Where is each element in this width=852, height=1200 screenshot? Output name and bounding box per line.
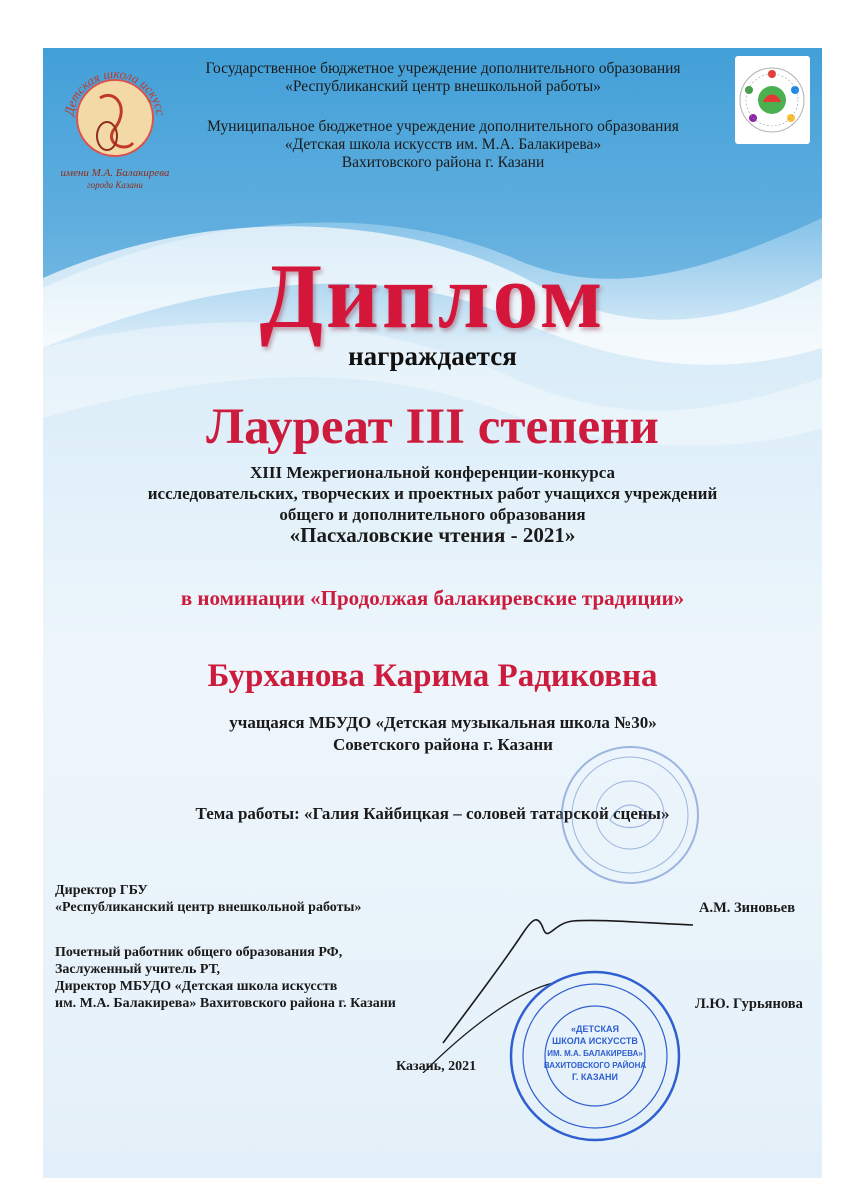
signer-2-line-2: Заслуженный учитель РТ, [55,962,221,977]
organizer-2-line-3: Вахитовского района г. Казани [341,154,545,171]
stamp-top-right [555,740,705,890]
signer-1-line-2: «Республиканский центр внешкольной работы» [55,900,362,915]
stamp-text-4: ВАХИТОВСКОГО РАЙОНА [543,1061,647,1070]
conference-line-2: исследовательских, творческих и проектных работ учащихся учреждений [147,484,718,503]
conference-description [63,462,802,546]
stamp-bottom-center [505,966,685,1146]
signer-2-line-4: им. М.А. Балакирева» Вахитовского района г. Казани [55,996,396,1011]
conference-line-3: общего и дополнительного образования [279,505,586,524]
school-logo [55,58,175,193]
stamp-text-2: ШКОЛА ИСКУССТВ [552,1036,638,1046]
organizer-1-line-2: «Республиканский центр внешкольной работы» [285,78,601,95]
work-topic: Тема работы: «Галия Кайбицкая – соловей татарской сцены» [195,804,670,823]
laureate-degree: Лауреат III степени [206,399,659,455]
school-line-2: Советского района г. Казани [333,735,553,754]
logo-text-bottom: города Казани [87,180,143,190]
awarded-label: награждается [348,341,517,371]
organizer-2-line-1: Муниципальное бюджетное учреждение дополнительного образования [207,118,679,135]
signer-2-line-3: Директор МБУДО «Детская школа искусств [55,979,338,994]
logo-text-top: Детская школа искусс [61,65,169,117]
school-line-1: учащаяся МБУДО «Детская музыкальная школа №30» [229,713,657,732]
diploma-title: Диплом [259,245,606,347]
project-logo [735,56,810,144]
signature-block-1 [55,882,361,916]
signer-1-name: А.М. Зиновьев [699,900,796,916]
signer-2-line-1: Почетный работник общего образования РФ, [55,945,343,960]
organizer-2 [163,118,723,172]
stamp-text-5: Г. КАЗАНИ [571,1072,619,1082]
signature-block-2 [55,944,396,1012]
organizer-1 [163,60,723,96]
diploma-sheet [43,48,822,1178]
recipient-name: Бурханова Карима Радиковна [207,658,658,694]
conference-name: «Пасхаловские чтения - 2021» [289,523,576,547]
stamp-text-3: ИМ. М.А. БАЛАКИРЕВА» [547,1049,643,1058]
signer-1-line-1: Директор ГБУ [55,883,148,898]
logo-text-mid: имени М.А. Балакирева [60,167,170,179]
conference-line-1: XIII Межрегиональной конференции-конкурса [249,463,616,482]
signer-2-name: Л.Ю. Гурьянова [695,996,803,1012]
stamp-text-1: «ДЕТСКАЯ [571,1024,619,1034]
place-and-year: Казань, 2021 [396,1059,477,1074]
organizer-2-line-2: «Детская школа искусств им. М.А. Балакирева» [284,136,602,153]
nomination: в номинации «Продолжая балакиревские традиции» [180,586,685,610]
organizer-1-line-1: Государственное бюджетное учреждение дополнительного образования [205,60,681,77]
